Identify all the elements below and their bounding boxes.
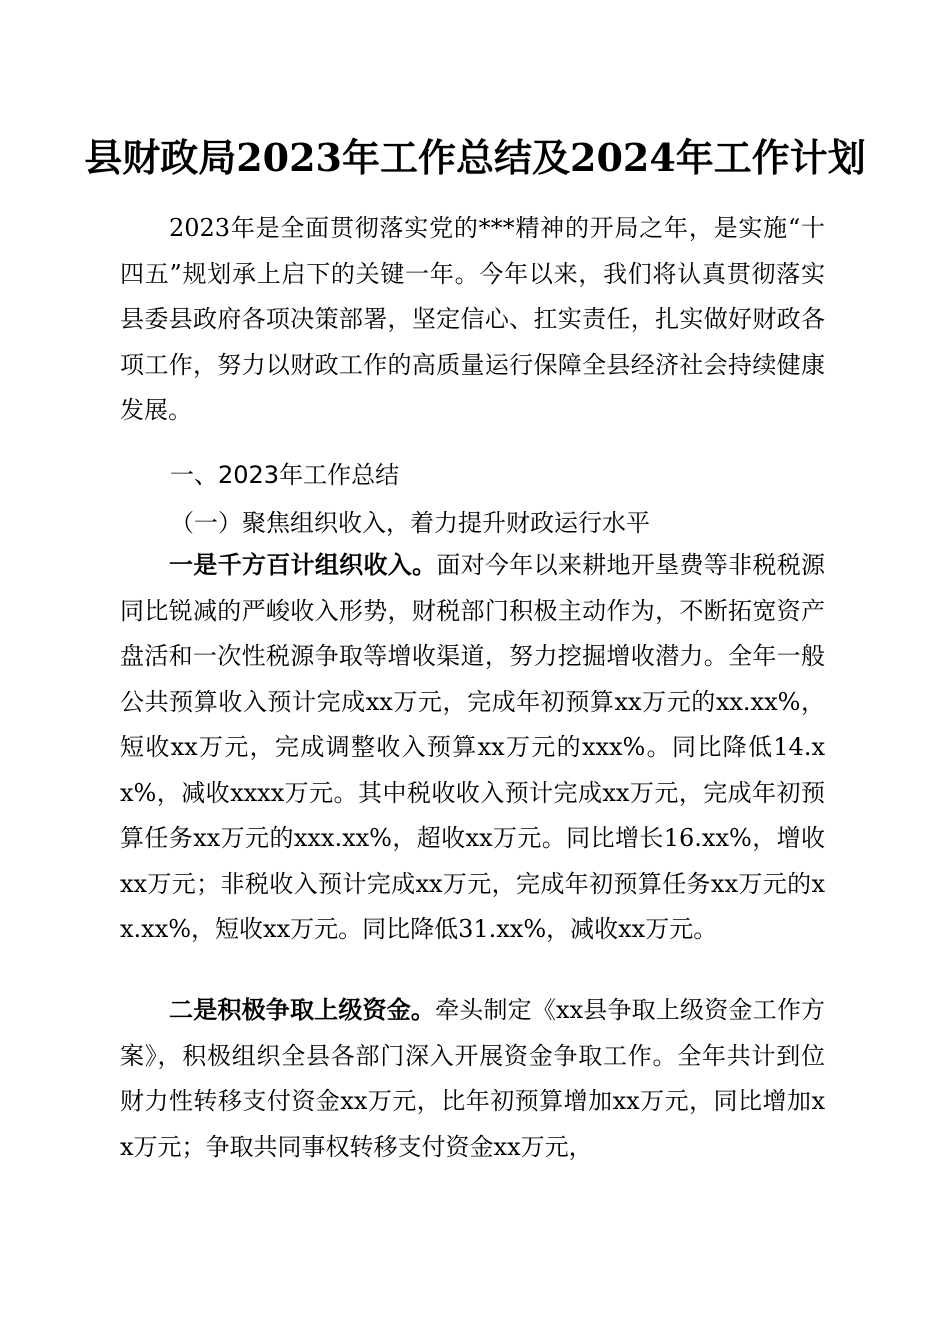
document-title: 县财政局2023年工作总结及2024年工作计划 [84,135,866,180]
funding-paragraph [120,987,825,1170]
paragraph-lead: 二是积极争取上级资金。 [169,995,436,1024]
intro-paragraph: 2023年是全面贯彻落实党的***精神的开局之年，是实施“十四五”规划承上启下的关键一年。今年以来，我们将认真贯彻落实县委县政府各项决策部署，坚定信心、扛实责任，扎实做好财政各项工作，努力以财政工作的高质量运行保障全县经济社会持续健康发展。 [120,214,825,424]
paragraph-body: 面对今年以来耕地开垦费等非税税源同比锐减的严峻收入形势，财税部门积极主动作为，不断拓宽资产盘活和一次性税源争取等增收渠道，努力挖掘增收潜力。全年一般公共预算收入预计完成xx万元，完成年初预算xx万元的xx.xx%，短收xx万元，完成调整收入预算xx万元的xxx%。同比降低14.xx%，减收xxxx万元。其中税收收入预计完成xx万元，完成年初预算任务xx万元的xxx.xx%，超收xx万元。同比增长16.xx%，增收xx万元；非税收入预计完成xx万元，完成年初预算任务xx万元的xx.xx%，短收xx万元。同比降低31.xx%，减收xx万元。 [120,551,826,943]
paragraph-body: 牵头制定《xx县争取上级资金工作方案》，积极组织全县各部门深入开展资金争取工作。全年共计到位财力性转移支付资金xx万元，比年初预算增加xx万元，同比增加xx万元；争取共同事权转移支付资金xx万元， [120,996,826,1161]
section-heading: 一、2023年工作总结 [170,461,400,489]
revenue-paragraph [120,542,825,953]
paragraph-lead: 一是千方百计组织收入。 [169,550,437,579]
subsection-heading: （一）聚焦组织收入，着力提升财政运行水平 [170,509,650,537]
